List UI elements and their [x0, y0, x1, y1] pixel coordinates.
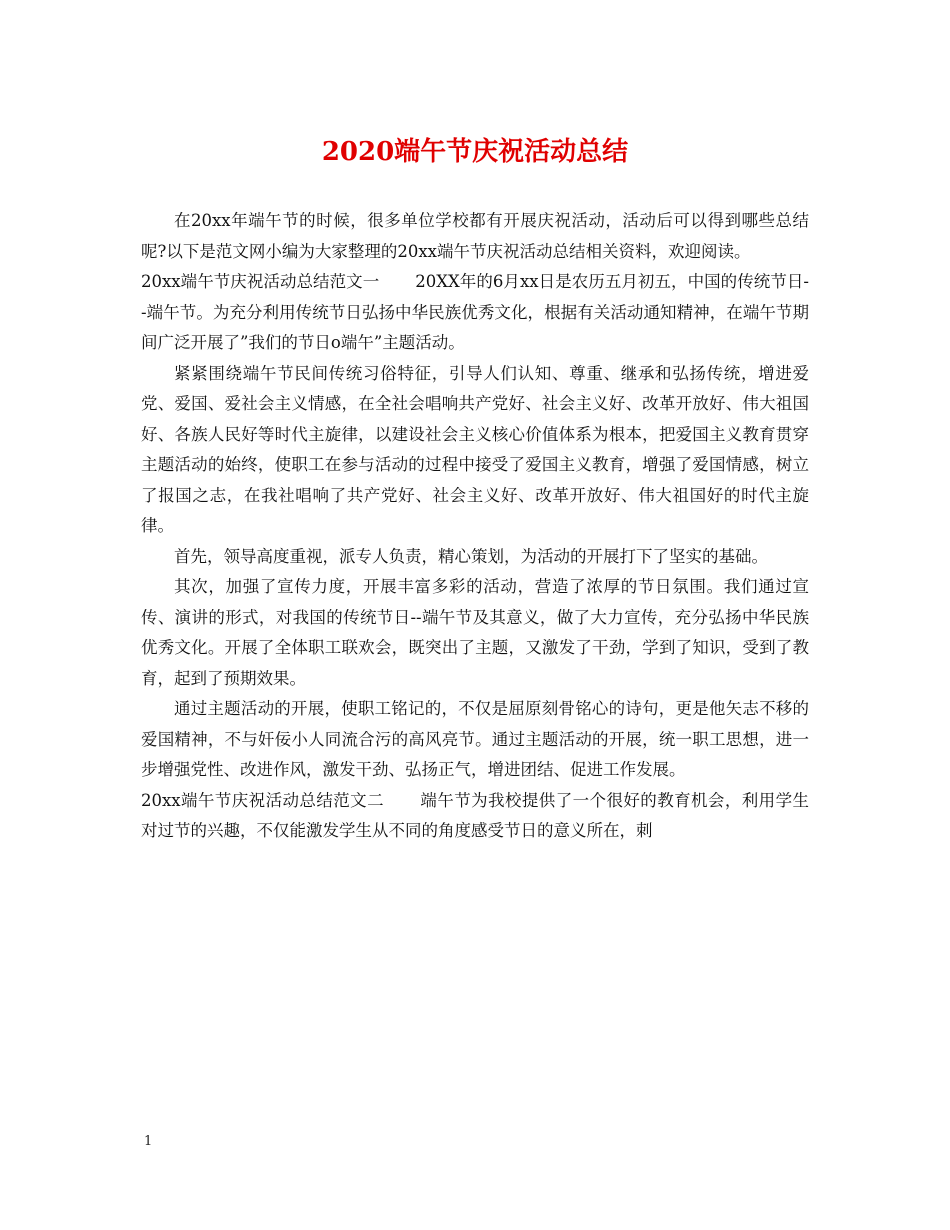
section-one-heading: 20xx端午节庆祝活动总结范文一 [141, 272, 380, 291]
document-body [141, 206, 809, 847]
intro-paragraph: 在20xx年端午节的时候，很多单位学校都有开展庆祝活动，活动后可以得到哪些总结呢?以下是范文网小编为大家整理的20xx端午节庆祝活动总结相关资料，欢迎阅读。 [141, 211, 809, 261]
body-paragraph-1: 紧紧围绕端午节民间传统习俗特征，引导人们认知、尊重、继承和弘扬传统，增进爱党、爱国、爱社会主义情感，在全社会唱响共产党好、社会主义好、改革开放好、伟大祖国好、各族人民好等时代主旋律，以建设社会主义核心价值体系为根本，把爱国主义教育贯穿主题活动的始终，使职工在参与活动的过程中接受了爱国主义教育，增强了爱国情感，树立了报国之志，在我社唱响了共产党好、社会主义好、改革开放好、伟大祖国好的时代主旋律。 [141, 363, 809, 535]
body-paragraph-3: 其次，加强了宣传力度，开展丰富多彩的活动，营造了浓厚的节日氛围。我们通过宣传、演讲的形式，对我国的传统节日--端午节及其意义，做了大力宣传，充分弘扬中华民族优秀文化。开展了全体职工联欢会，既突出了主题，又激发了干劲，学到了知识，受到了教育，起到了预期效果。 [141, 577, 809, 688]
section-two-paragraph [141, 786, 809, 847]
section-two-text: 端午节为我校提供了一个很好的教育机会，利用学生对过节的兴趣，不仅能激发学生从不同的角度感受节日的意义所在，刺 [141, 790, 809, 840]
body-paragraph-4: 通过主题活动的开展，使职工铭记的，不仅是屈原刻骨铭心的诗句，更是他矢志不移的爱国精神，不与奸佞小人同流合污的高风亮节。通过主题活动的开展，统一职工思想，进一步增强党性、改进作风，激发干劲、弘扬正气，增进团结、促进工作发展。 [141, 699, 809, 779]
body-paragraph-2: 首先，领导高度重视，派专人负责，精心策划，为活动的开展打下了坚实的基础。 [174, 546, 768, 566]
section-one-text: 20XX年的6月xx日是农历五月初五，中国的传统节日--端午节。为充分利用传统节日弘扬中华民族优秀文化，根据有关活动通知精神，在端午节期间广泛开展了”我们的节日o端午”主题活动。 [141, 272, 809, 352]
page-number: 1 [144, 1134, 153, 1149]
section-one-paragraph [141, 267, 809, 359]
document-title: 2020端午节庆祝活动总结 [321, 137, 629, 167]
section-two-heading: 20xx端午节庆祝活动总结范文二 [141, 790, 384, 810]
